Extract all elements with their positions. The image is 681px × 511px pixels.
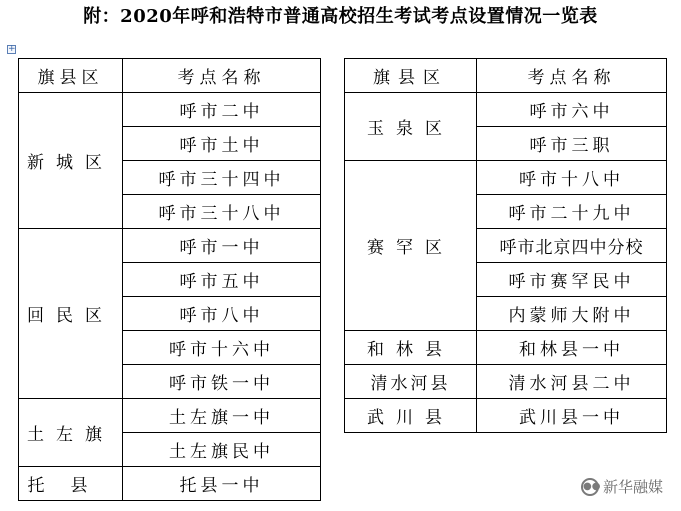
site-cell: 托县一中 [123,467,321,501]
table-row [345,331,667,365]
table-header-row [345,59,667,93]
header-site: 考点名称 [477,59,667,93]
site-cell: 清水河县二中 [477,365,667,399]
site-cell: 呼市土中 [123,127,321,161]
watermark-text: 新华融媒 [602,478,663,496]
district-saihan: 赛罕区 [345,161,477,331]
site-cell: 呼市北京四中分校 [477,229,667,263]
site-cell: 内蒙师大附中 [477,297,667,331]
site-cell: 和林县一中 [477,331,667,365]
site-cell: 呼市八中 [123,297,321,331]
header-site: 考点名称 [123,59,321,93]
site-cell: 呼市一中 [123,229,321,263]
site-cell: 呼市六中 [477,93,667,127]
site-cell: 呼市二中 [123,93,321,127]
site-cell: 呼市赛罕民中 [477,263,667,297]
district-tuo: 托县 [19,467,123,501]
table-row [345,365,667,399]
site-cell: 呼市三十四中 [123,161,321,195]
table-row [19,93,321,127]
table-row [345,399,667,433]
wechat-icon: ●● [581,478,599,496]
header-district: 旗县区 [19,59,123,93]
district-helin: 和林县 [345,331,477,365]
table-header-row [19,59,321,93]
table-row [19,399,321,433]
site-cell: 呼市三十八中 [123,195,321,229]
watermark [579,476,665,497]
site-cell: 土左旗民中 [123,433,321,467]
page-title: 附：2020年呼和浩特市普通高校招生考试考点设置情况一览表 [83,6,598,27]
district-wuchuan: 武川县 [345,399,477,433]
table-row [19,467,321,501]
table-row [345,93,667,127]
site-cell: 呼市十八中 [477,161,667,195]
site-cell: 呼市十六中 [123,331,321,365]
district-qingshuihe: 清水河县 [345,365,477,399]
site-cell: 呼市三职 [477,127,667,161]
table-move-handle-icon[interactable]: + [8,44,16,54]
site-cell: 呼市铁一中 [123,365,321,399]
site-cell: 呼市五中 [123,263,321,297]
site-cell: 武川县一中 [477,399,667,433]
district-xincheng: 新城区 [19,93,123,229]
header-district: 旗县区 [345,59,477,93]
left-table [18,58,321,501]
site-cell: 呼市二十九中 [477,195,667,229]
table-row [19,229,321,263]
right-table [344,58,667,433]
site-cell: 土左旗一中 [123,399,321,433]
district-yuquan: 玉泉区 [345,93,477,161]
district-tuzuo: 土左旗 [19,399,123,467]
district-huimin: 回民区 [19,229,123,399]
